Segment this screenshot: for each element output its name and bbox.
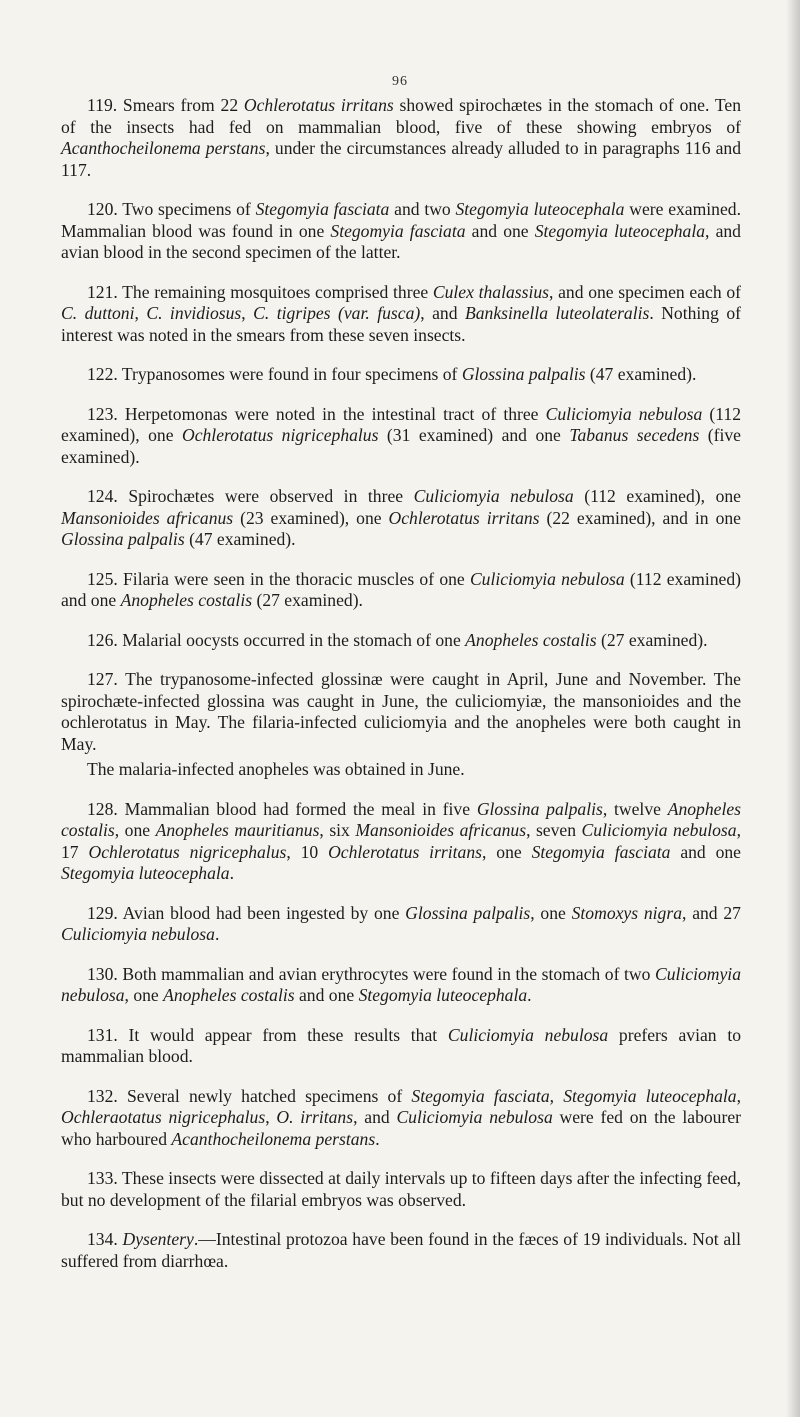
paragraph-text: Trypanosomes were found in four specimens of Glossina palpalis (47 examined). xyxy=(117,364,697,384)
paragraph-text: The remaining mosquitoes comprised three Culex thalassius, and one specimen each of C. duttoni, C. invidiosus, C. tigripes (var. fusca), and Banksinella luteolateralis. Nothing of interest was noted in the smears from these seven insects. xyxy=(61,281,742,345)
paragraph-121 xyxy=(61,282,741,347)
paragraph-number: 131. xyxy=(87,1024,118,1045)
paragraph-number: 119. xyxy=(87,95,118,115)
paragraph-text: Filaria were seen in the thoracic muscles of one Culiciomyia nebulosa (112 examined) and one Anopheles costalis (27 examined). xyxy=(61,568,741,610)
paragraph-text: Smears from 22 Ochlerotatus irritans showed spirochætes in the stomach of one. Ten of the insects had fed on mammalian blood, five of these showing embryos of Acanthocheilonema perstans, under the circumstances already alluded to in paragraphs 116 and 117. xyxy=(61,95,741,180)
paragraph-126 xyxy=(61,630,741,652)
page-edge-shadow xyxy=(786,0,800,1417)
paragraph-119 xyxy=(61,95,741,181)
paragraph-text: Both mammalian and avian erythrocytes were found in the stomach of two Culiciomyia nebulosa, one Anopheles costalis and one Stegomyia luteocephala. xyxy=(61,963,741,1005)
paragraph-text: Dysentery.—Intestinal protozoa have been found in the fæces of 19 individuals. Not all suffered from diarrhœa. xyxy=(61,1229,741,1271)
paragraph-number: 124. xyxy=(87,486,118,506)
paragraph-131 xyxy=(61,1025,741,1068)
paragraph-127 xyxy=(61,669,741,755)
paragraph-132 xyxy=(61,1086,741,1151)
body-text xyxy=(61,95,741,1272)
paragraph-123 xyxy=(61,404,741,469)
paragraph-134 xyxy=(61,1229,741,1272)
paragraph-number: 130. xyxy=(87,963,118,984)
paragraph-text: Avian blood had been ingested by one Glossina palpalis, one Stomoxys nigra, and 27 Culiciomyia nebulosa. xyxy=(61,902,741,944)
paragraph-number: 129. xyxy=(87,902,118,923)
paragraph-number: 123. xyxy=(87,403,118,424)
page-number: 96 xyxy=(392,74,408,89)
paragraph-text: The trypanosome-infected glossinæ were caught in April, June and November. The spirochæte-infected glossina was caught in June, the culiciomyiæ, the mansonioides and the ochlerotatus in May. The filaria-infected culiciomyia and the anopheles were both caught in May. xyxy=(61,669,741,754)
paragraph-122 xyxy=(61,364,741,386)
paragraph-number: 128. xyxy=(87,798,118,819)
paragraph-133 xyxy=(61,1168,741,1211)
paragraph-number: 122. xyxy=(87,364,118,384)
paragraph-125 xyxy=(61,569,741,612)
paragraph-text: Malarial oocysts occurred in the stomach of one Anopheles costalis (27 examined). xyxy=(117,629,708,650)
paragraph-text: Herpetomonas were noted in the intestinal tract of three Culiciomyia nebulosa (112 examined), one Ochlerotatus nigricephalus (31 examined) and one Tabanus secedens (five examined). xyxy=(61,403,741,467)
paragraph-text: Mammalian blood had formed the meal in five Glossina palpalis, twelve Anopheles costalis, one Anopheles mauritianus, six Mansonioides africanus, seven Culiciomyia nebulosa, 17 Ochlerotatus nigricephalus, 10 Ochlerotatus irritans, one Stegomyia fasciata and one Stegomyia luteocephala. xyxy=(61,798,742,883)
paragraph-130 xyxy=(61,964,741,1007)
paragraph-number: 126. xyxy=(87,629,118,650)
paragraph-number: 120. xyxy=(87,199,118,219)
paragraph-number: 134. xyxy=(87,1229,118,1249)
paragraph-number: 125. xyxy=(87,568,118,589)
paragraph-128 xyxy=(61,799,741,885)
paragraph-number: 133. xyxy=(87,1168,118,1188)
paragraph-number: 127. xyxy=(87,669,118,689)
paragraph-number: 121. xyxy=(87,281,118,302)
paragraph-129 xyxy=(61,903,741,946)
paragraph-124 xyxy=(61,486,741,551)
paragraph-number: 132. xyxy=(87,1085,118,1106)
paragraph-text: Spirochætes were observed in three Culiciomyia nebulosa (112 examined), one Mansonioides africanus (23 examined), one Ochlerotatus irritans (22 examined), and in one Glossina palpalis (47 examined). xyxy=(61,486,741,549)
paragraph-text: It would appear from these results that Culiciomyia nebulosa prefers avian to mammalian blood. xyxy=(61,1024,741,1066)
paragraph-continuation: The malaria-infected anopheles was obtained in June. xyxy=(87,759,465,779)
paragraph-text: Two specimens of Stegomyia fasciata and two Stegomyia luteocephala were examined. Mammalian blood was found in one Stegomyia fasciata and one Stegomyia luteocephala, and avian blood in the second specimen of the latter. xyxy=(61,199,741,262)
paragraph-120 xyxy=(61,199,741,264)
paragraph-text: Several newly hatched specimens of Stegomyia fasciata, Stegomyia luteocephala, Ochleraotatus nigricephalus, O. irritans, and Culiciomyia nebulosa were fed on the labourer who harboured Acanthocheilonema perstans. xyxy=(61,1085,742,1149)
paragraph-text: These insects were dissected at daily intervals up to fifteen days after the infecting feed, but no development of the filarial embryos was observed. xyxy=(61,1168,741,1210)
